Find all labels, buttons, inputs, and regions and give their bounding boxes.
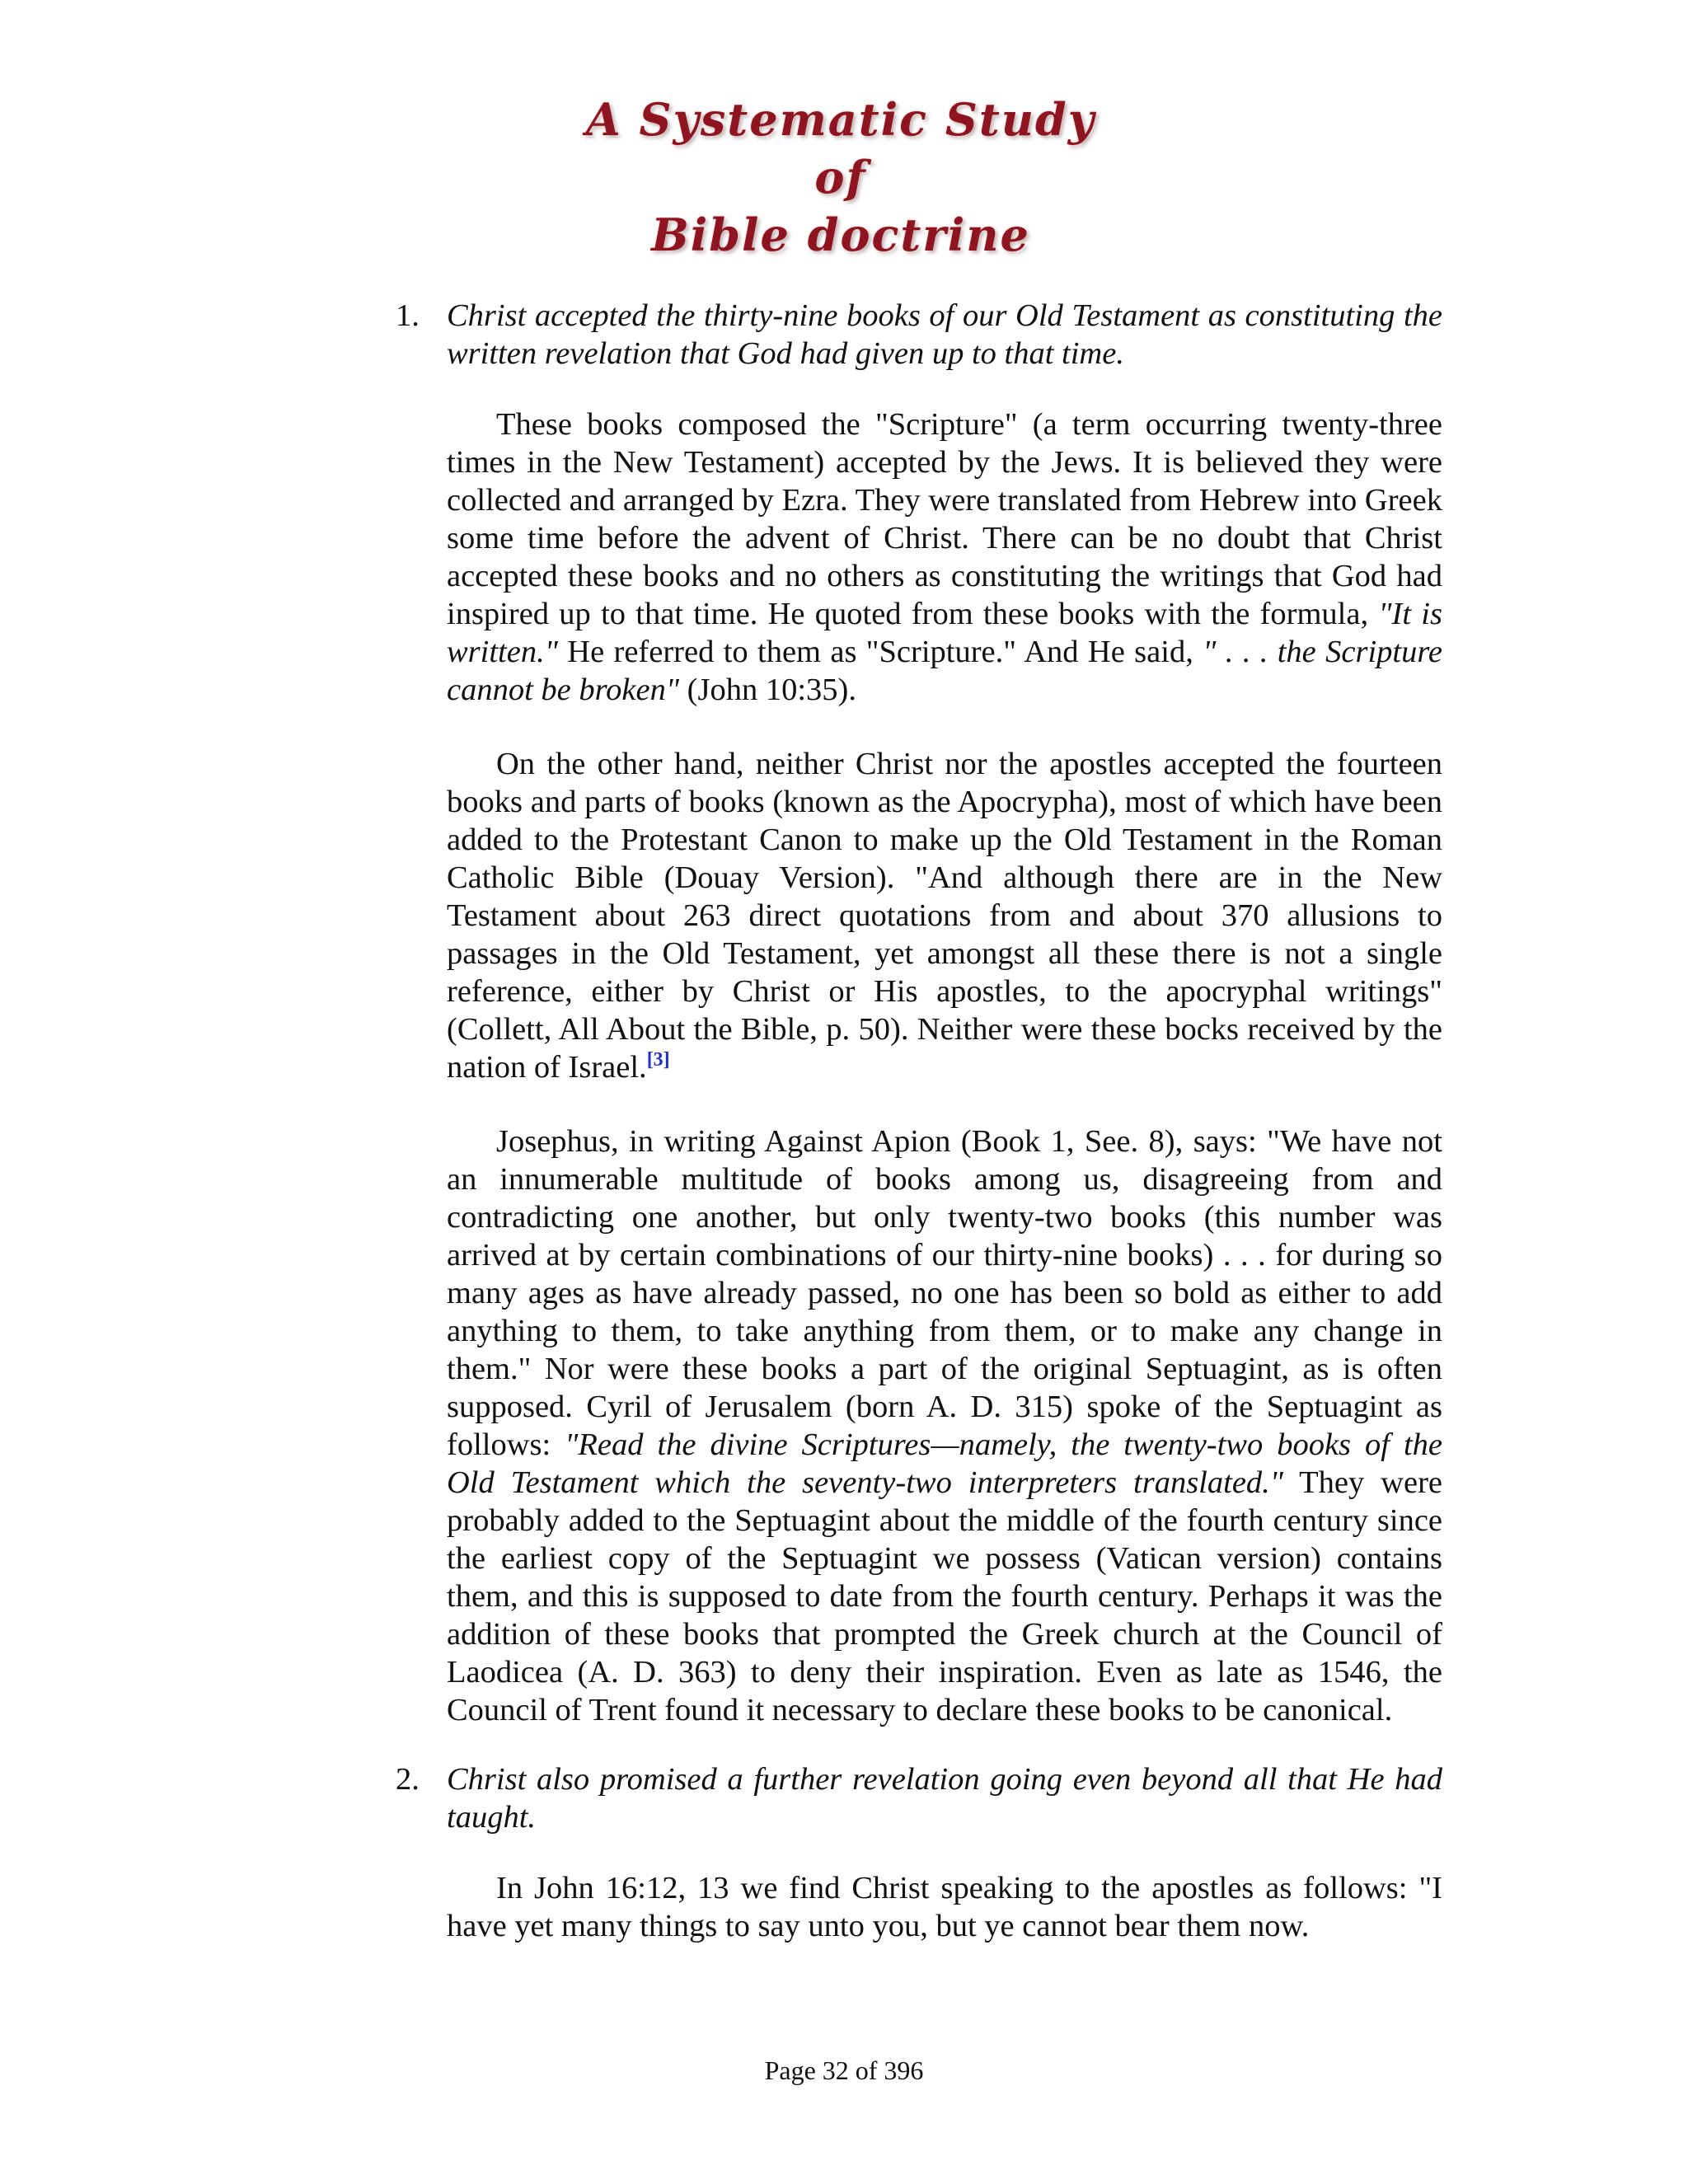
logo-line-1: A Systematic Study of [585, 93, 1096, 204]
list-number: 2. [396, 1762, 420, 1797]
list-number: 1. [396, 298, 420, 333]
paragraph [447, 1122, 1442, 1729]
list-heading: Christ accepted the thirty-nine books of our Old Testament as constituting the written revelation that God had given up to that time. [447, 298, 1442, 371]
book-title-logo [560, 91, 1121, 264]
footnote-link[interactable]: [3] [646, 1049, 670, 1071]
text-run: Josephus, in writing Against Apion (Book 1, See. 8), says: "We have not an innumerable multitude of books among us, disagreeing from and contradicting one another, but only twenty-two books (this number was arrived at by certain combinations of our thirty-nine books) . . . for during so many ages as have already passed, no one has been so bold as either to add anything to them, to take anything from them, or to make any change in them." Nor were these books a part of the original Septuagint, as is often supposed. Cyril of Jerusalem (born A. D. 315) spoke of the Septuagint as follows: [447, 1124, 1442, 1462]
list-heading: Christ also promised a further revelation going even beyond all that He had taught. [447, 1762, 1442, 1835]
paragraph [447, 745, 1442, 1086]
page-number: Page 32 of 396 [764, 2055, 924, 2085]
quotation: "Read the divine Scriptures—namely, the twenty-two books of the Old Testament which the seventy-two interpreters translated." [447, 1427, 1442, 1500]
text-run: (John 10:35). [679, 673, 856, 707]
list-item-2 [396, 1760, 1442, 1836]
logo-line-2: Bible doctrine [651, 209, 1030, 261]
text-run: In John 16:12, 13 we find Christ speaking to the apostles as follows: "I have yet many things to say unto you, but ye cannot bear them now. [447, 1871, 1442, 1943]
text-run: He referred to them as "Scripture." And He said, [557, 635, 1203, 669]
text-run: On the other hand, neither Christ nor the apostles accepted the fourteen books and parts of books (known as the Apocrypha), most of which have been added to the Protestant Canon to make up the Old Testament in the Roman Catholic Bible (Douay Version). "And although there are in the New Testament about 263 direct quotations from and about 370 allusions to passages in the Old Testament, yet amongst all these there is not a single reference, either by Christ or His apostles, to the apocryphal writings" (Collett, All About the Bible, p. 50). Neither were these bocks received by the nation of Israel. [447, 747, 1442, 1085]
quotation: "It is written." [447, 597, 1442, 669]
paragraph [447, 405, 1442, 709]
text-run: These books composed the "Scripture" (a term occurring twenty-three times in the New Testament) accepted by the Jews. It is believed they were collected and arranged by Ezra. They were translated from Hebrew into Greek some time before the advent of Christ. There can be no doubt that Christ accepted these books and no others as constituting the writings that God had inspired up to that time. He quoted from these books with the formula, [447, 407, 1442, 631]
paragraph [447, 1869, 1442, 1945]
list-item-1 [396, 297, 1442, 373]
text-run: They were probably added to the Septuagint about the middle of the fourth century since the earliest copy of the Septuagint we possess (Vatican version) contains them, and this is supposed to date from the fourth century. Perhaps it was the addition of these books that prompted the Greek church at the Council of Laodicea (A. D. 363) to deny their inspiration. Even as late as 1546, the Council of Trent found it necessary to declare these books to be canonical. [447, 1465, 1442, 1727]
page-content [396, 297, 1442, 1945]
quotation: " . . . the Scripture cannot be broken" [447, 635, 1442, 707]
